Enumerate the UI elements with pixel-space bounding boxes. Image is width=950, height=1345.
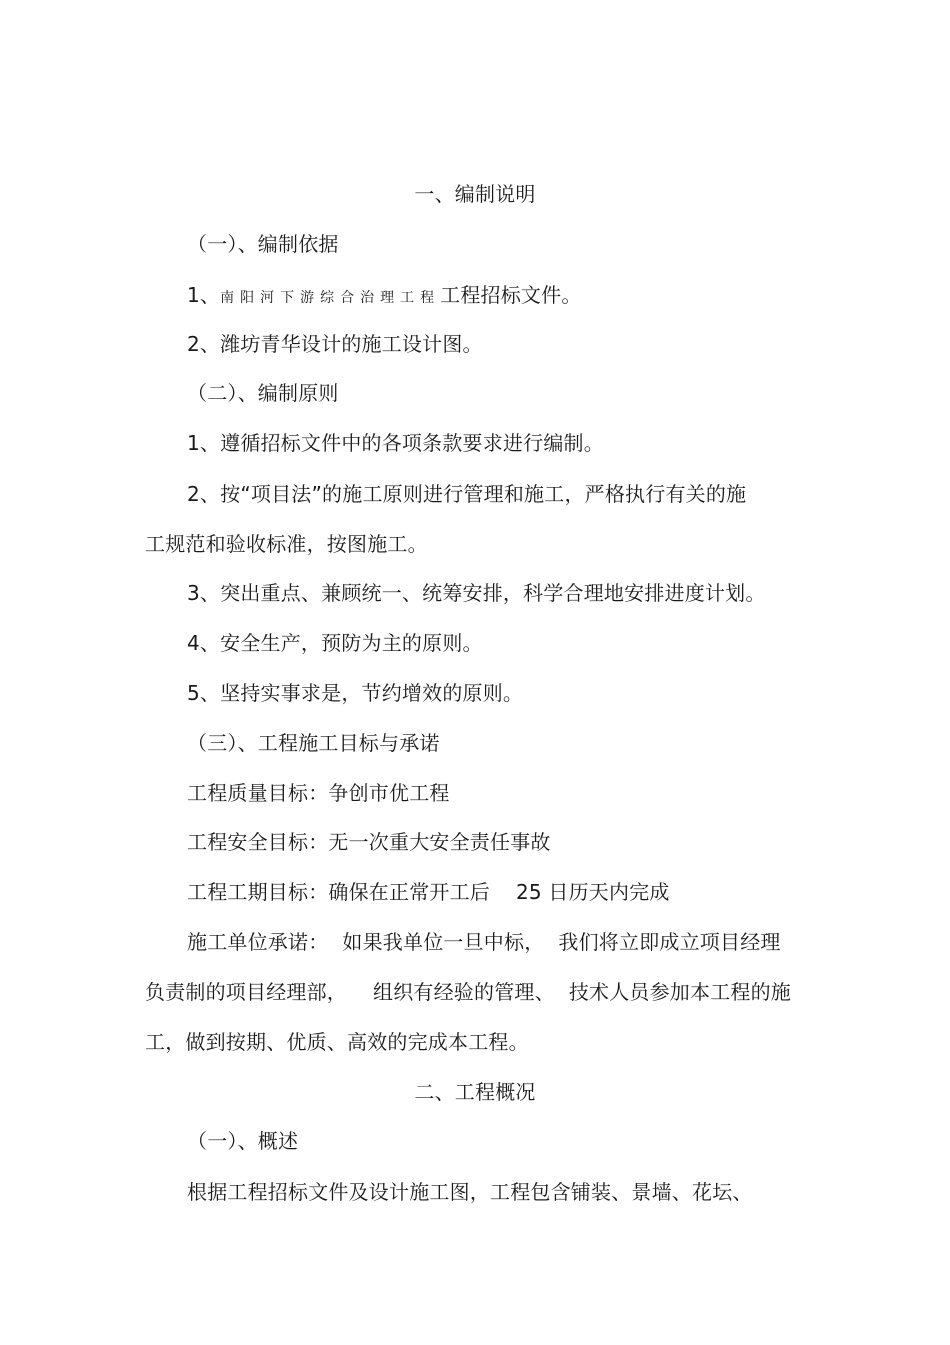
section-heading-1: 一、编制说明 [414, 182, 536, 206]
goal-safety: 工程安全目标：无一次重大安全责任事故 [187, 830, 551, 854]
basis-item-1-rest: 工程招标文件。 [440, 283, 582, 307]
section-heading-2: 二、工程概况 [414, 1080, 536, 1104]
basis-item-1-number: 1、 [187, 283, 221, 307]
basis-item-1 [187, 281, 582, 312]
goal-quality: 工程质量目标：争创市优工程 [187, 781, 450, 805]
goal-period [187, 878, 670, 906]
basis-item-2: 2、潍坊青华设计的施工设计图。 [187, 332, 483, 356]
basis-item-1-project-name: 南阳河下游综合治理工程 [220, 290, 441, 306]
promise-l2-b: 组织有经验的管理、 [373, 980, 555, 1004]
goal-period-text: 工程工期目标：确保在正常开工后 [187, 880, 490, 904]
principle-2-line-2: 工规范和验收标准，按图施工。 [145, 532, 428, 556]
subheading-principles: （二）、编制原则 [187, 381, 339, 405]
promise-label: 施工单位承诺： [187, 930, 329, 954]
subheading-overview: （一）、概述 [187, 1129, 299, 1153]
promise-l2-a: 负责制的项目经理部， [145, 980, 347, 1004]
promise-line-1 [187, 928, 781, 956]
overview-text: 根据工程招标文件及设计施工图，工程包含铺装、景墙、花坛、 [187, 1180, 753, 1204]
promise-line-3: 工，做到按期、优质、高效的完成本工程。 [145, 1030, 529, 1054]
principle-1: 1、遵循招标文件中的各项条款要求进行编制。 [187, 431, 604, 455]
principle-3: 3、突出重点、兼顾统一、统筹安排，科学合理地安排进度计划。 [187, 581, 766, 605]
subheading-goals: （三）、工程施工目标与承诺 [187, 731, 440, 755]
promise-line-2 [145, 978, 791, 1006]
subheading-basis: （一）、编制依据 [187, 232, 339, 256]
promise-l2-c: 技术人员参加本工程的施 [568, 980, 792, 1004]
principle-5: 5、坚持实事求是，节约增效的原则。 [187, 681, 524, 705]
principle-2-line-1: 2、按“项目法”的施工原则进行管理和施工，严格执行有关的施 [187, 482, 747, 506]
principle-4: 4、安全生产，预防为主的原则。 [187, 631, 483, 655]
goal-period-days: 25 日历天内完成 [516, 880, 670, 904]
promise-l1-b: 如果我单位一旦中标， [342, 930, 545, 954]
promise-l1-c: 我们将立即成立项目经理 [558, 930, 781, 954]
